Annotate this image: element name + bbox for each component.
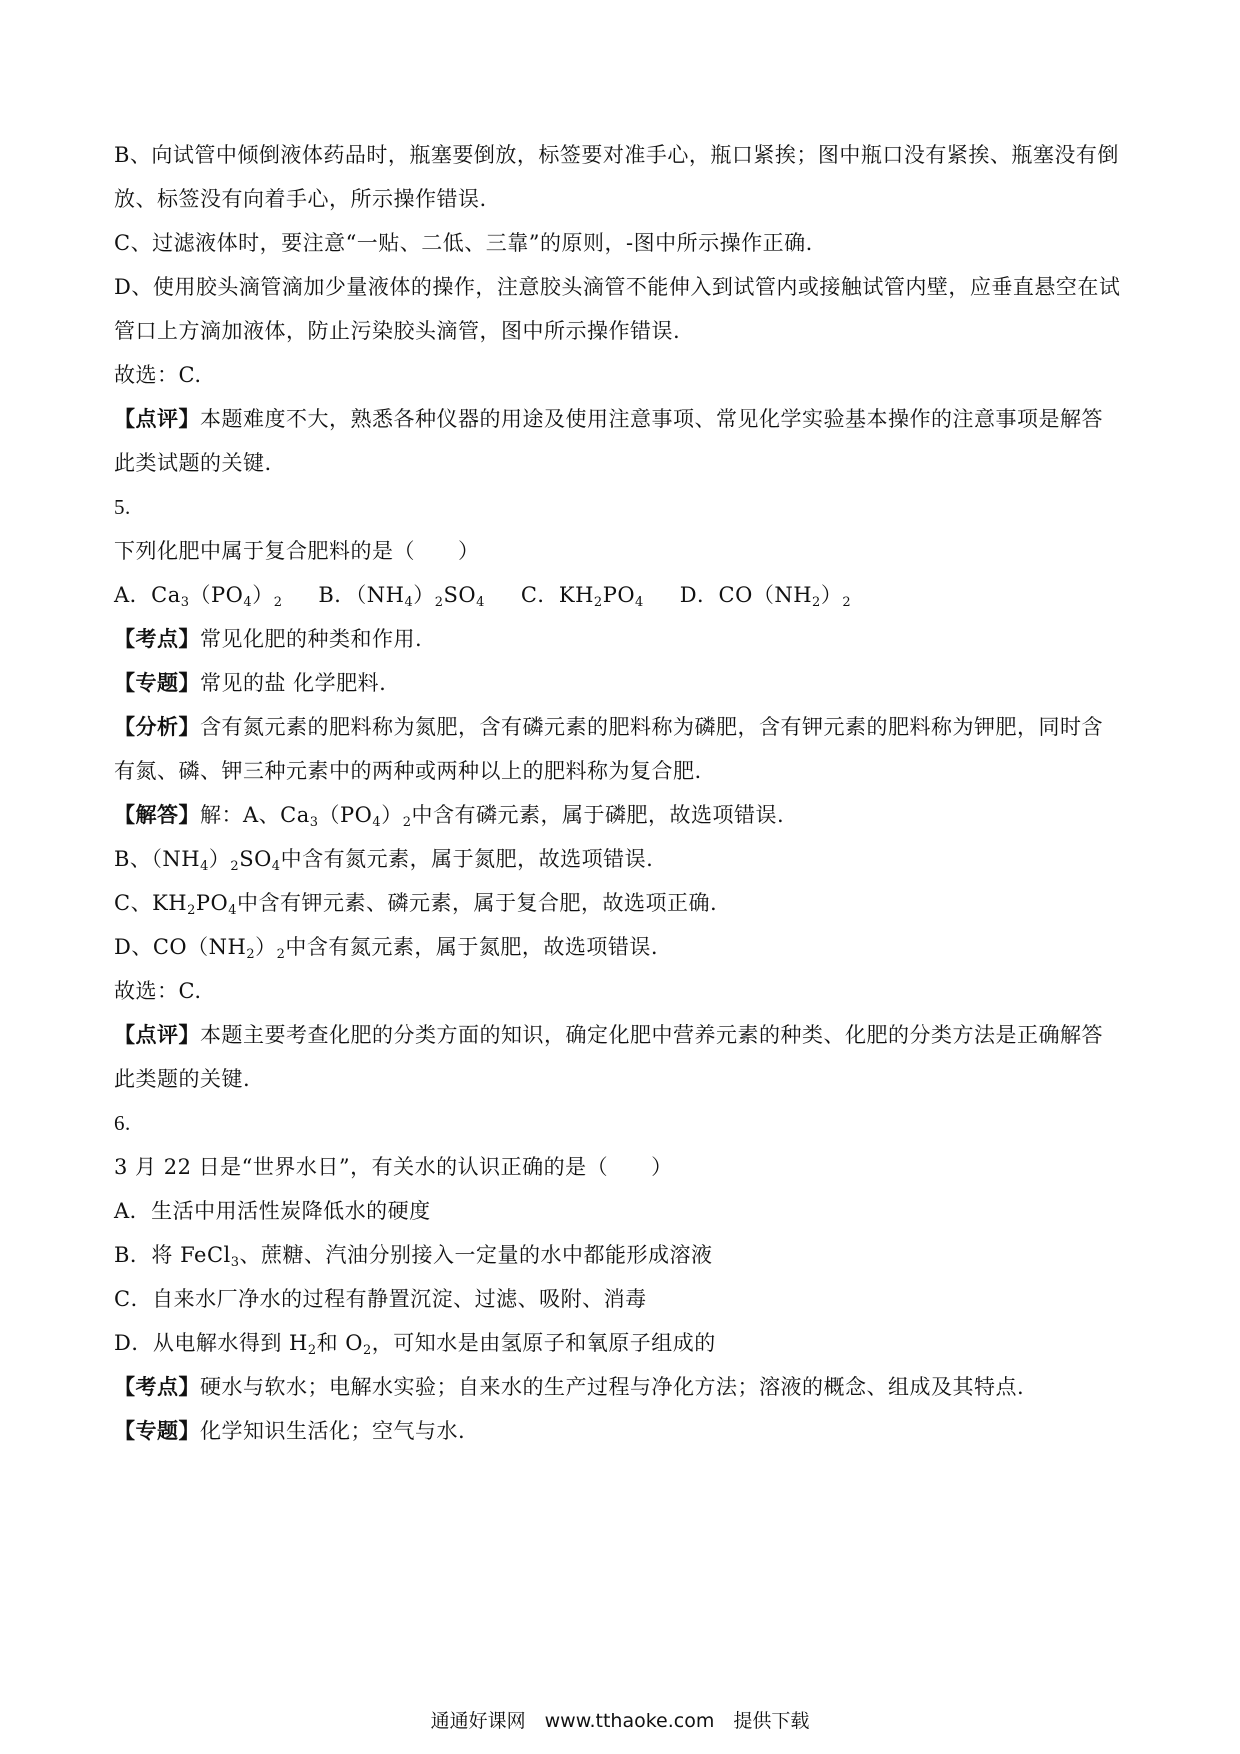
q5-zhuanti: 【专题】常见的盐 化学肥料. — [114, 670, 387, 695]
zhuanti-tag: 【专题】 — [114, 1418, 200, 1443]
q5-comment-line-1: 【点评】本题主要考查化肥的分类方面的知识，确定化肥中营养元素的种类、化肥的分类方法是正确解答 — [114, 1022, 1103, 1047]
q6-option-d: D．从电解水得到 $H_2$和 $O_2$，可知水是由氢原子和氧原子组成的 — [114, 1331, 716, 1358]
zhuanti-tag: 【专题】 — [114, 670, 200, 695]
q5-comment-line-2: 此类题的关键. — [114, 1067, 251, 1091]
q5-option-d: D．$CO(NH_2)_2$ — [679, 583, 852, 610]
q5-option-a: A．$Ca_3(PO_4)_2$ — [114, 583, 283, 610]
q4-option-d-line-2: 管口上方滴加液体，防止污染胶头滴管，图中所示操作错误. — [114, 319, 681, 343]
kaodian-tag: 【考点】 — [114, 626, 200, 651]
comment-text: 本题难度不大，熟悉各种仪器的用途及使用注意事项、常见化学实验基本操作的注意事项是解答 — [200, 407, 1103, 431]
q6-option-a: A．生活中用活性炭降低水的硬度 — [114, 1199, 431, 1223]
q5-jieda-a: 【解答】解：A、$Ca_3(PO_4)_2$中含有磷元素，属于磷肥，故选项错误. — [114, 802, 785, 830]
fenxi-tag: 【分析】 — [114, 714, 200, 739]
q5-option-c: C．$KH_2PO_4$ — [520, 583, 644, 610]
kaodian-tag: 【考点】 — [114, 1374, 200, 1399]
q5-fenxi-line-1: 【分析】含有氮元素的肥料称为氮肥，含有磷元素的肥料称为磷肥，含有钾元素的肥料称为钾肥，同时含 — [114, 714, 1103, 739]
q4-option-b-line-2: 放、标签没有向着手心，所示操作错误. — [114, 187, 487, 211]
q4-option-d-line-1: D、使用胶头滴管滴加少量液体的操作，注意胶头滴管不能伸入到试管内或接触试管内壁，应垂直悬空在试 — [114, 275, 1121, 299]
q5-number: 5. — [114, 495, 131, 519]
q5-fenxi-line-2: 有氮、磷、钾三种元素中的两种或两种以上的肥料称为复合肥. — [114, 759, 702, 783]
q5-kaodian: 【考点】常见化肥的种类和作用. — [114, 626, 423, 651]
q4-choice: 故选：C. — [114, 363, 202, 387]
q4-comment-line-1 — [114, 404, 1134, 434]
comment-tag: 【点评】 — [114, 406, 200, 431]
q4-comment-line-2: 此类试题的关键. — [114, 451, 272, 475]
q5-jieda-b: B、$(NH_4)_2SO_4$中含有氮元素，属于氮肥，故选项错误. — [114, 847, 654, 874]
q6-number: 6. — [114, 1111, 131, 1135]
page-footer: 通通好课网 www.tthaoke.com 提供下载 — [430, 1710, 810, 1732]
q4-option-c-line: C、过滤液体时，要注意“一贴、二低、三靠”的原则，-图中所示操作正确. — [114, 231, 813, 255]
q6-zhuanti: 【专题】化学知识生活化；空气与水. — [114, 1418, 466, 1443]
q6-stem: 3 月 22 日是“世界水日”，有关水的认识正确的是（ ） — [114, 1155, 673, 1179]
q5-options — [114, 580, 1134, 610]
q5-stem: 下列化肥中属于复合肥料的是（ ） — [114, 539, 480, 563]
q6-option-c: C．自来水厂净水的过程有静置沉淀、过滤、吸附、消毒 — [114, 1287, 647, 1311]
q5-choice: 故选：C. — [114, 979, 202, 1003]
jieda-tag: 【解答】 — [114, 802, 200, 827]
q6-kaodian: 【考点】硬水与软水；电解水实验；自来水的生产过程与净化方法；溶液的概念、组成及其特点. — [114, 1374, 1025, 1399]
q5-option-b: B．$(NH_4)_2SO_4$ — [318, 583, 485, 610]
q5-jieda-d: D、$CO(NH_2)_2$中含有氮元素，属于氮肥，故选项错误. — [114, 935, 659, 962]
q6-option-b: B．将 FeCl$_3$、蔗糖、汽油分别接入一定量的水中都能形成溶液 — [114, 1243, 713, 1270]
q4-option-b-line-1: B、向试管中倾倒液体药品时，瓶塞要倒放，标签要对准手心，瓶口紧挨；图中瓶口没有紧挨、瓶塞没有倒 — [114, 143, 1119, 167]
q5-jieda-c: C、$KH_2PO_4$中含有钾元素、磷元素，属于复合肥，故选项正确. — [114, 891, 718, 918]
comment-tag: 【点评】 — [114, 1022, 200, 1047]
